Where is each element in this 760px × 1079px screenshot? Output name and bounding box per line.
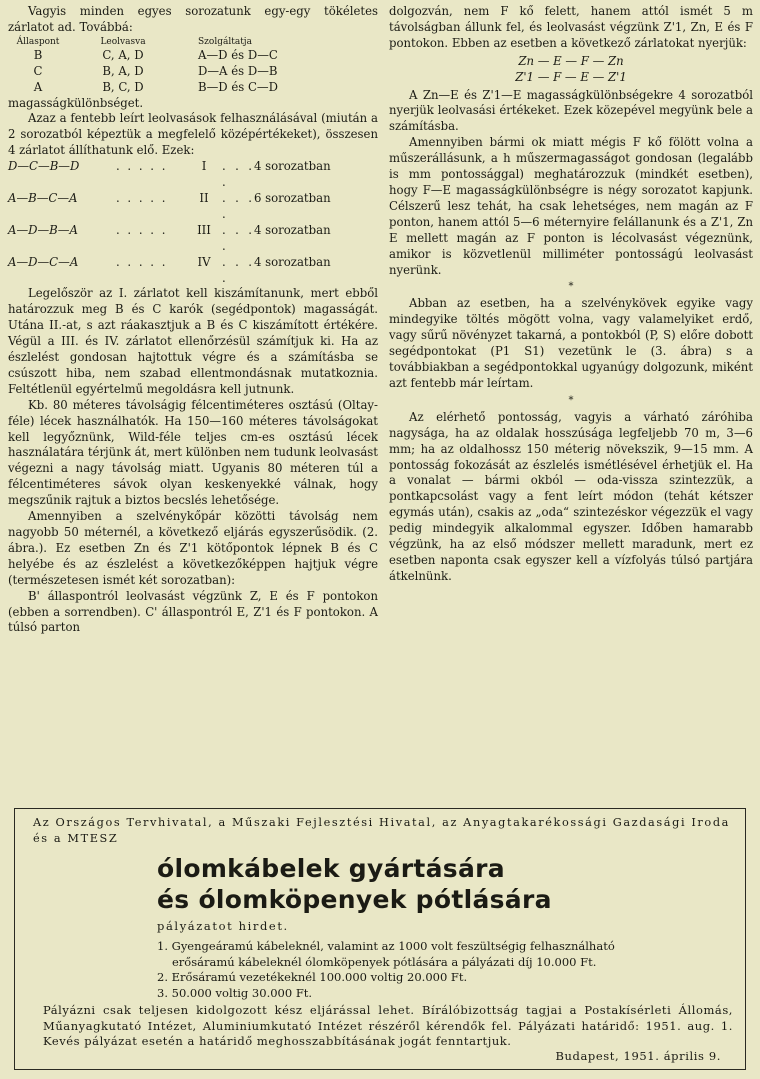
list-item (157, 986, 727, 1002)
closure-row: A—D—B—A . . . . . III . . . . 4 sorozatban (8, 223, 378, 255)
ad-announcement: pályázatot hirdet. (157, 919, 289, 933)
list-item (157, 970, 727, 986)
equation: Z'1 — F — E — Z'1 (515, 69, 627, 84)
paragraph: Az elérhető pontosság, vagyis a várható záróhiba nagysága, ha az oldalak hosszúsága legfeljebb 70 m, 3—6 mm; ha az oldalhossz 150 méterig növekszik, 9—15 mm. A pontosság fokozását az észlelés ismétlésével érhetjük el. Ha a vonalat — bármi okból — oda-vissza szintezzük, a pontkapcsolást vagy a fent leírt módon (tehát kétszer egymás után), csakis az „oda“ szintezéskor végezzük el vagy pedig mindegyik alkalommal egyszer. Időben hamarabb végzünk, ha az első módszer mellett maradunk, mert ez esetben naponta csak egyszer kell a vízfolyás túlsó partjára átkelnünk. (389, 409, 753, 583)
ad-headline: és ólomköpenyek pótlására (157, 885, 552, 914)
paragraph: Azaz a fentebb leírt leolvasások felhasználásával (miután a 2 sorozatból képeztük a megfelelő középértékeket), összesen 4 zárlatot állíthatunk elő. Ezek: (8, 111, 378, 158)
table-cell: A—D és D—C (198, 47, 278, 62)
paragraph: B' állaspontról leolvasást végzünk Z, E és F pontokon (ebben a sorrendben). C' állaspontról E, Z'1 és F pontokon. A túlsó parton (8, 588, 378, 635)
station-table (8, 36, 378, 96)
closure-number: III (197, 222, 211, 237)
paragraph: magasságkülönbséget. (8, 95, 144, 110)
table-header-station: Állaspont (16, 36, 60, 47)
paragraph: Amennyiben bármi ok miatt mégis F kő fölött volna a műszerállásunk, a h műszermagasságot gondosan (legalább is mm pontossággal) meghatározzuk (mindkét esetben), hogy F—E magasságkülönbségre is négy sorozatot kapjunk. Célszerű lesz tehát, ha csak lehetséges, nem magán az F ponton, hanem attól 5—6 méternyire felállanunk és a Z'1, Zn E mellett magán az F ponton is lécolvasást végeznünk, amikor is közvetlenül milliméter pontosságú leolvasást nyerünk. (389, 135, 753, 277)
paragraph: Kb. 80 méteres távolságig félcentiméteres osztású (Oltay-féle) lécek használhatók. Ha 150—160 méteres távolságokat kell legyőznünk, Wild-féle teljes cm-es osztású lécek használatára térjünk át, mert különben nem tudunk leolvasást végezni a nagy távolság miatt. Ugyanis 80 méteren túl a félcentiméteres sávok olyan keskenyekké válnak, hogy megszűnik rajtuk a biztos becslés lehetősége. (8, 397, 378, 508)
closure-row: A—D—C—A . . . . . IV . . . . 4 sorozatban (8, 255, 378, 287)
closure-count: 4 sorozatban (254, 254, 331, 269)
table-cell: B (33, 47, 43, 62)
table-cell: B, C, D (102, 79, 144, 94)
closure-count: 4 sorozatban (254, 159, 331, 174)
paragraph: Amennyiben a szelvénykőpár közötti távolság nem nagyobb 50 méternél, a következő eljárás egyszerűsödik. (2. ábra.). Ez esetben Zn és Z'1 kötőpontok lépnek B és C helyébe és az észlelést a következőképpen hajtjuk végre (természetesen ismét két sorozatban): (8, 509, 378, 587)
table-header-provides: Szolgáltatja (198, 36, 252, 47)
left-column (8, 4, 378, 636)
table-row (8, 80, 378, 96)
table-header-readings: Leolvasva (100, 36, 146, 47)
table-row (8, 64, 378, 80)
section-separator: * (568, 394, 574, 406)
list-item-text: 3. 50.000 voltig 30.000 Ft. (157, 985, 313, 1000)
table-cell: C, A, D (102, 47, 144, 62)
right-column (389, 4, 753, 585)
closure-equations (389, 54, 753, 86)
ad-header: Az Országos Tervhivatal, a Műszaki Fejlesztési Hivatal, az Anyagtakarékossági Gazdasági Iroda és a MTESZ (33, 816, 730, 845)
table-cell: A (33, 79, 43, 94)
table-cell: B—D és C—D (198, 79, 278, 94)
closure-row: A—B—C—A . . . . . II . . . . 6 sorozatban (8, 191, 378, 223)
list-item-text: 2. Erősáramú vezetékeknél 100.000 voltig 20.000 Ft. (157, 970, 468, 984)
table-header-row (8, 36, 378, 48)
table-row (8, 48, 378, 64)
table-cell: B, A, D (102, 63, 144, 78)
list-item-text: 1. Gyengeáramú kábeleknél, valamint az 1000 volt feszültségig felhasználható (157, 939, 615, 953)
closure-number: II (199, 190, 209, 205)
closure-sequence: D—C—B—D (8, 159, 80, 174)
paragraph: Legelőször az I. zárlatot kell kiszámítanunk, mert ebből határozzuk meg B és C karók (segédpontok) magasságát. Utána II.-at, s azt ráakasztjuk a B és C kiszámított értékére. Végül a III. és IV. zárlatot ellenőrzésül számítjuk ki. Ha az észlelést gondosan hajtottuk végre és a számításba se csúszott hiba, nem szabad ellentmondásnak mutatkoznia. Feltétlenül egyértelmű megoldásra kell jutnunk. (8, 286, 378, 396)
paragraph: Vagyis minden egyes sorozatunk egy-egy tökéletes zárlatot ad. Továbbá: (8, 4, 378, 34)
list-item (157, 939, 727, 970)
closure-sequence: A—D—B—A (8, 222, 78, 237)
ad-headline: ólomkábelek gyártására (157, 854, 505, 883)
ad-prize-list (157, 939, 727, 1001)
closure-row: D—C—B—D . . . . . I . . . . 4 sorozatban (8, 159, 378, 191)
closure-sequence: A—D—C—A (8, 254, 79, 269)
paragraph: A Zn—E és Z'1—E magasságkülönbségekre 4 sorozatból nyerjük leolvasási értékeket. Ezek közepével megyünk bele a számításba. (389, 87, 753, 134)
ad-date: Budapest, 1951. április 9. (555, 1049, 721, 1063)
ad-footer: Pályázni csak teljesen kidolgozott kész eljárással lehet. Bírálóbizottság tagjai a Postakísérleti Állomás, Műanyagkutató Intézet, Aluminiumkutató Intézet részéről kérendők fel. Pályázati határidő: 1951. aug. 1. Kevés pályázat esetén a határidő meghosszabbításának jogát fenntartjuk. (43, 1003, 733, 1048)
closure-sequence: A—B—C—A (8, 190, 78, 205)
paragraph: Abban az esetben, ha a szelvénykövek egyike vagy mindegyike töltés mögött volna, vagy valamelyiket erdő, vagy sűrű növényzet takarná, a pontokból (P, S) előre dobott segédpontokat (P1 S1) vezetünk le (3. ábra) s a továbbiakban a segédpontokkal ugyanúgy dolgozunk, miként azt fentebb már leírtam. (389, 296, 753, 390)
equation: Zn — E — F — Zn (518, 53, 624, 68)
paragraph: dolgozván, nem F kő felett, hanem attól ismét 5 m távolságban állunk fel, és leolvasást végzünk Z'1, Zn, E és F pontokon. Ebben az esetben a következő zárlatokat nyerjük: (389, 4, 753, 50)
section-separator: * (568, 281, 574, 293)
closure-number: I (201, 159, 207, 174)
closure-number: IV (197, 254, 211, 269)
advertisement-box (14, 808, 746, 1070)
closure-count: 4 sorozatban (254, 222, 331, 237)
list-item-text: erősáramú kábeleknél ólomköpenyek pótlására a pályázati díj 10.000 Ft. (172, 954, 597, 969)
table-cell: C (33, 63, 43, 78)
closure-count: 6 sorozatban (254, 190, 331, 205)
table-cell: D—A és D—B (198, 63, 278, 78)
